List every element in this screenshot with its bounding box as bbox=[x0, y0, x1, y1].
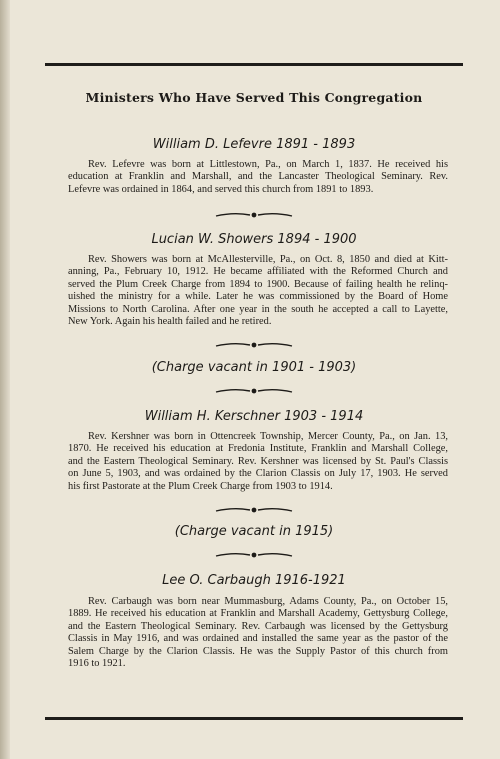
ornament-divider bbox=[214, 550, 294, 560]
entry-body-kerschner bbox=[68, 431, 448, 493]
page-binding-shadow bbox=[0, 0, 10, 759]
body-line: uished the ministry for a while. Later he was commissioned by the Board of Home bbox=[68, 291, 448, 303]
body-line: Salem Charge by the Clarion Classis. He was the Supply Pastor of this church from bbox=[68, 645, 448, 657]
page-heading: Ministers Who Have Served This Congregation bbox=[85, 90, 423, 105]
entry-body-carbaugh bbox=[68, 596, 448, 670]
body-line: Classis in May 1916, and was ordained and installed the same year as the pastor of the bbox=[68, 633, 448, 645]
body-line: and the Eastern Theological Seminary. Rev. Kershner was licensed by St. Paul's Classis bbox=[68, 455, 448, 467]
body-line: served the Plum Creek Charge from 1894 to 1900. Because of failing health he relinq- bbox=[68, 278, 448, 290]
ornament-divider bbox=[214, 505, 294, 515]
entry-title-vacant-1915: (Charge vacant in 1915) bbox=[174, 524, 334, 539]
body-line: Missions to North Carolina. After one year in the south he accepted a call to Layette, bbox=[68, 303, 448, 315]
body-line: Rev. Lefevre was born at Littlestown, Pa., on March 1, 1837. He received his bbox=[88, 159, 448, 170]
body-line: on June 5, 1903, and was ordained by the Clarion Classis on July 17, 1903. He served bbox=[68, 468, 448, 480]
body-line: Rev. Kershner was born in Ottencreek Township, Mercer County, Pa., on Jan. 13, bbox=[88, 431, 448, 442]
ornament-divider bbox=[214, 210, 294, 220]
body-line: and the Eastern Theological Seminary. Rev. Carbaugh was licensed by the Gettysburg bbox=[68, 620, 448, 632]
entry-title-lefevre: William D. Lefevre 1891 - 1893 bbox=[152, 137, 356, 152]
entry-title-kerschner: William H. Kerschner 1903 - 1914 bbox=[144, 409, 364, 424]
body-line: 1916 to 1921. bbox=[68, 658, 126, 670]
entry-title-showers: Lucian W. Showers 1894 - 1900 bbox=[151, 232, 357, 247]
entry-title-carbaugh: Lee O. Carbaugh 1916-1921 bbox=[162, 573, 346, 588]
body-line: Lefevre was ordained in 1864, and served this church from 1891 to 1893. bbox=[68, 183, 374, 195]
body-line: 1870. He received his education at Fredonia Institute, Franklin and Marshall College, bbox=[68, 443, 448, 455]
body-line: New York. Again his health failed and he retired. bbox=[68, 316, 272, 328]
entry-body-showers bbox=[68, 254, 448, 328]
ornament-divider bbox=[214, 386, 294, 396]
bottom-rule bbox=[45, 717, 463, 720]
body-line: Rev. Showers was born at McAllesterville, Pa., on Oct. 8, 1850 and died at Kitt- bbox=[88, 254, 448, 265]
ornament-divider bbox=[214, 340, 294, 350]
body-line: anning, Pa., February 10, 1912. He became affiliated with the Reformed Church and bbox=[68, 266, 448, 278]
body-line: his first Pastorate at the Plum Creek Charge from 1903 to 1914. bbox=[68, 480, 333, 492]
entry-title-vacant-1901: (Charge vacant in 1901 - 1903) bbox=[151, 360, 357, 375]
body-line: 1889. He received his education at Franklin and Marshall Academy, Gettysburg College, bbox=[68, 608, 448, 620]
entry-body-lefevre bbox=[68, 159, 448, 196]
body-line: education at Franklin and Marshall, and the Lancaster Theological Seminary. Rev. bbox=[68, 171, 448, 183]
body-line: Rev. Carbaugh was born near Mummasburg, Adams County, Pa., on October 15, bbox=[88, 596, 448, 607]
top-rule bbox=[45, 63, 463, 66]
